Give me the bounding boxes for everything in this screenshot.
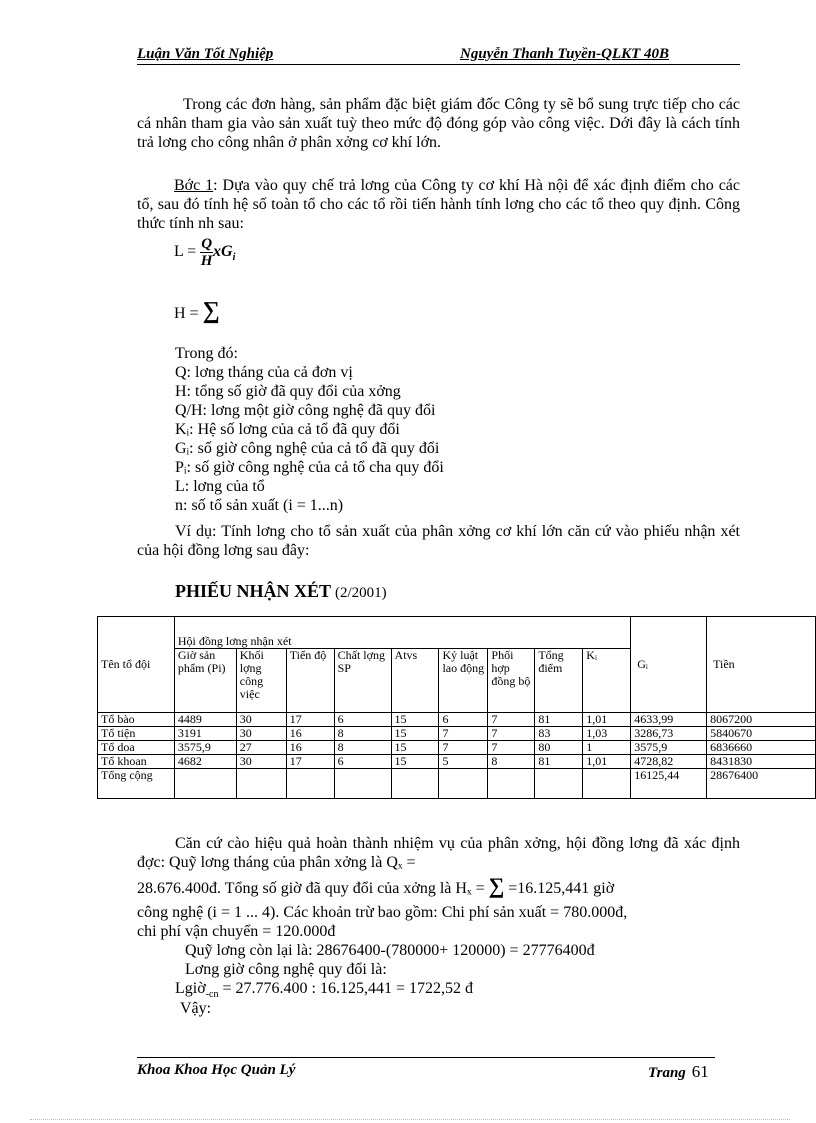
- step-1-paragraph: [137, 176, 740, 233]
- table-row: [98, 713, 816, 727]
- cell: 8: [334, 727, 391, 741]
- empty-cell: [535, 769, 583, 799]
- cell: 3575,9: [631, 741, 707, 755]
- table-title-sub: (2/2001): [335, 585, 387, 601]
- total-money: 28676400: [707, 769, 816, 799]
- legend-item: H: tổng số giờ đã quy đổi của xởng: [175, 383, 401, 400]
- header-council: Hội đồng lơng nhận xét: [174, 617, 630, 649]
- legend-item: Pᵢ: số giờ công nghệ của cả tổ cha quy đổi: [175, 459, 444, 476]
- subheader-total-points: Tổng điểm: [535, 649, 583, 713]
- legend-item: Q: lơng tháng của cả đơn vị: [175, 364, 353, 381]
- footer-right: [648, 1062, 709, 1082]
- cell: 15: [391, 755, 439, 769]
- conclusion-line-4: chi phí vận chuyển = 120.000đ: [137, 923, 336, 940]
- cell: 16: [286, 727, 334, 741]
- then-label: Vậy:: [180, 1000, 212, 1017]
- cell: 30: [236, 713, 286, 727]
- formula-h: [174, 298, 220, 325]
- table-row: [98, 755, 816, 769]
- cell: 1,01: [583, 713, 631, 727]
- formula-l-denominator: H: [200, 253, 213, 269]
- conclusion-total-hours-value: =16.125,441 giờ: [508, 880, 615, 897]
- table-title: [175, 581, 387, 602]
- cell: 81: [535, 755, 583, 769]
- wage-calc-sub: -cn: [205, 989, 219, 1001]
- cell: 8431830: [707, 755, 816, 769]
- cell: 6: [334, 713, 391, 727]
- table-row: [98, 727, 816, 741]
- wage-label: Lơng giờ công nghệ quy đổi là:: [185, 961, 387, 978]
- subheader-progress: Tiến độ: [286, 649, 334, 713]
- footer-page-label: Trang: [648, 1065, 686, 1081]
- legend-title: Trong đó:: [175, 345, 238, 362]
- legend-item: L: lơng của tổ: [175, 478, 265, 495]
- empty-cell: [236, 769, 286, 799]
- subheader-safety: Atvs: [391, 649, 439, 713]
- cell: 1,03: [583, 727, 631, 741]
- formula-l-rhs-sub: i: [232, 252, 236, 264]
- cell: 8: [334, 741, 391, 755]
- total-g: 16125,44: [631, 769, 707, 799]
- legend-item: Kᵢ: Hệ số lơng của cả tổ đã quy đổi: [175, 421, 400, 438]
- legend-item: n: số tổ sản xuất (i = 1...n): [175, 497, 344, 514]
- cell: Tổ doa: [98, 741, 175, 755]
- formula-h-lhs: H =: [174, 305, 199, 322]
- cell: 6: [334, 755, 391, 769]
- cell: 15: [391, 741, 439, 755]
- conclusion-total-hours-text: 28.676.400đ. Tổng số giờ đã quy đổi của xởng là Hₓ =: [137, 880, 485, 897]
- cell: 30: [236, 755, 286, 769]
- header-divider: [137, 64, 740, 65]
- cell: 80: [535, 741, 583, 755]
- example-paragraph: Ví dụ: Tính lơng cho tổ sản xuất của phân xởng cơ khí lớn căn cứ vào phiếu nhận xét của hội đồng lơng sau đây:: [137, 523, 740, 559]
- cell: 7: [439, 727, 488, 741]
- subheader-workload: Khối lợng công việc: [236, 649, 286, 713]
- cell: 1: [583, 741, 631, 755]
- sigma-icon: ∑: [488, 873, 505, 898]
- cell: 8: [488, 755, 535, 769]
- legend-item: Q/H: lơng một giờ công nghệ đã quy đổi: [175, 402, 436, 419]
- cell: 3575,9: [174, 741, 236, 755]
- page-number: 61: [691, 1062, 709, 1081]
- cell: 4633,99: [631, 713, 707, 727]
- table-total-row: [98, 769, 816, 799]
- cell: 4682: [174, 755, 236, 769]
- conclusion-paragraph: Căn cứ cào hiệu quả hoàn thành nhiệm vụ của phân xởng, hội đồng lơng đã xác định đợc: Quỹ lơng tháng của phân xởng là Qₓ =: [137, 835, 740, 871]
- empty-cell: [174, 769, 236, 799]
- cell: Tổ bào: [98, 713, 175, 727]
- cell: 6: [439, 713, 488, 727]
- empty-cell: [439, 769, 488, 799]
- cell: 1,01: [583, 755, 631, 769]
- cell: 7: [488, 713, 535, 727]
- remaining-fund: Quỹ lơng còn lại là: 28676400-(780000+ 120000) = 27776400đ: [185, 942, 595, 959]
- cell: 8067200: [707, 713, 816, 727]
- empty-cell: [488, 769, 535, 799]
- cell: 5: [439, 755, 488, 769]
- cell: 83: [535, 727, 583, 741]
- total-label: Tổng cộng: [98, 769, 175, 799]
- formula-l-rhs: xG: [213, 243, 233, 261]
- cell: 16: [286, 741, 334, 755]
- cell: 6836660: [707, 741, 816, 755]
- cell: 17: [286, 713, 334, 727]
- header-g: Gᵢ: [631, 617, 707, 713]
- cell: 15: [391, 713, 439, 727]
- intro-paragraph: Trong các đơn hàng, sản phẩm đặc biệt giám đốc Công ty sẽ bổ sung trực tiếp cho các cá nhân tham gia vào sản xuất tuỳ theo mức độ đóng góp vào công việc. Dới đây là cách tính trả lơng cho công nhân ở phân xởng cơ khí lớn.: [137, 96, 740, 151]
- formula-l-numerator: Q: [201, 236, 213, 252]
- empty-cell: [334, 769, 391, 799]
- table-row: [98, 741, 816, 755]
- subheader-quality: Chất lợng SP: [334, 649, 391, 713]
- cell: 3191: [174, 727, 236, 741]
- sigma-icon: ∑: [202, 298, 220, 324]
- table-title-main: PHIẾU NHẬN XÉT: [175, 581, 332, 601]
- legend: [175, 344, 444, 515]
- cell: Tổ tiện: [98, 727, 175, 741]
- formula-l-fraction: [200, 236, 213, 269]
- footer-divider: [137, 1057, 715, 1058]
- cell: 5840670: [707, 727, 816, 741]
- empty-cell: [391, 769, 439, 799]
- cell: 81: [535, 713, 583, 727]
- empty-cell: [286, 769, 334, 799]
- empty-cell: [583, 769, 631, 799]
- step-1-label: Bớc 1: [174, 177, 214, 194]
- cell: 30: [236, 727, 286, 741]
- cell: 17: [286, 755, 334, 769]
- page-bottom-border: [30, 1119, 790, 1120]
- cell: 27: [236, 741, 286, 755]
- cell: 3286,73: [631, 727, 707, 741]
- subheader-coordination: Phối hợp đồng bộ: [488, 649, 535, 713]
- legend-item: Gᵢ: số giờ công nghệ của cả tổ đã quy đổi: [175, 440, 440, 457]
- wage-calc-result: = 27.776.400 : 16.125,441 = 1722,52 đ: [222, 980, 473, 997]
- cell: 15: [391, 727, 439, 741]
- cell: 4728,82: [631, 755, 707, 769]
- cell: 7: [439, 741, 488, 755]
- header-team: Tên tổ đội: [98, 617, 175, 713]
- cell: Tổ khoan: [98, 755, 175, 769]
- step-1-text: : Dựa vào quy chế trả lơng của Công ty cơ khí Hà nội để xác định điểm cho các tổ, sau đó tính hệ số toàn tổ cho các tổ rồi tiến hành tính lơng cho các tổ theo quy định. Công thức tính nh sau:: [137, 177, 741, 232]
- formula-l-lhs: L =: [174, 243, 197, 261]
- formula-l: [174, 236, 235, 269]
- table-header-row: [98, 617, 816, 649]
- wage-calculation: [175, 979, 473, 1004]
- wage-calc-prefix: Lgiờ: [175, 980, 206, 997]
- conclusion-line-2: [137, 873, 615, 898]
- header-money: Tiền: [707, 617, 816, 713]
- header-right: Nguyễn Thanh Tuyền-QLKT 40B: [460, 46, 670, 62]
- cell: 7: [488, 727, 535, 741]
- footer-left: Khoa Khoa Học Quản Lý: [137, 1062, 296, 1078]
- conclusion-line-3: công nghệ (i = 1 ... 4). Các khoản trừ bao gồm: Chi phí sản xuất = 780.000đ,: [137, 904, 628, 921]
- header-left: Luận Văn Tốt Nghiệp: [137, 46, 274, 62]
- cell: 4489: [174, 713, 236, 727]
- evaluation-table: [97, 616, 816, 799]
- subheader-hours: Giờ sản phẩm (Pi): [174, 649, 236, 713]
- subheader-k: Kᵢ: [583, 649, 631, 713]
- cell: 7: [488, 741, 535, 755]
- subheader-discipline: Kỷ luật lao động: [439, 649, 488, 713]
